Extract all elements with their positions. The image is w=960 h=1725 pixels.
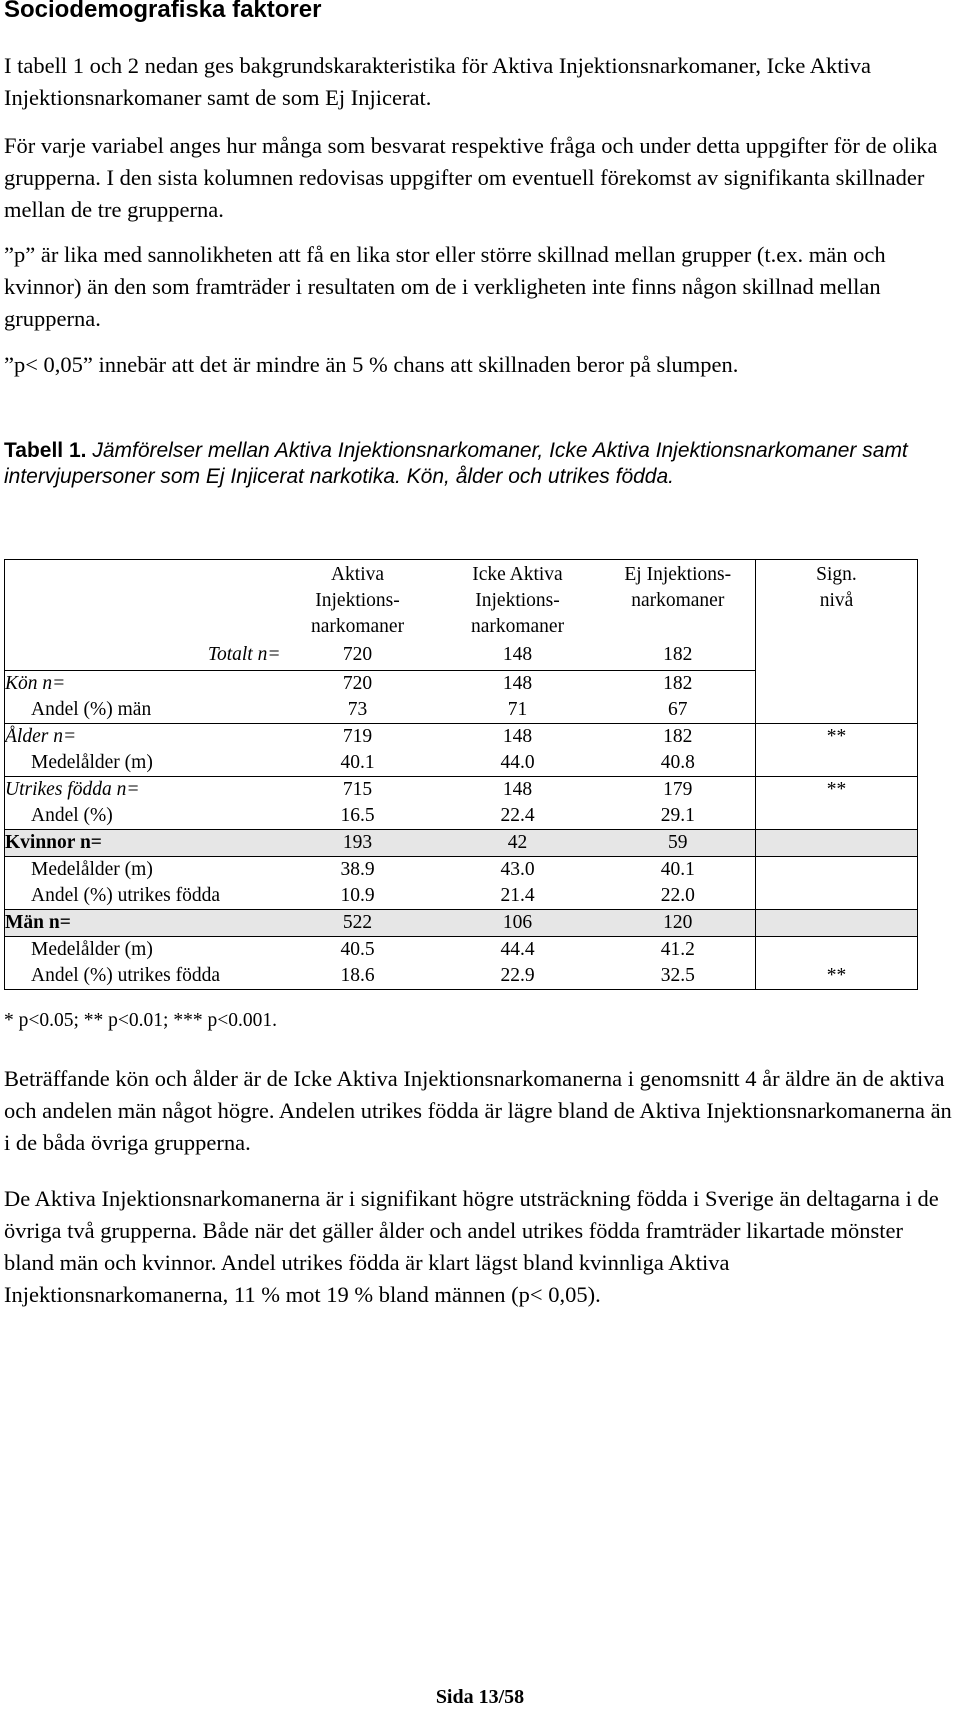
table-caption [4, 438, 944, 490]
table-footnote: * p<0.05; ** p<0.01; *** p<0.001. [4, 1010, 277, 1031]
header-aktiva: Aktiva Injektions- narkomaner [281, 560, 435, 641]
header-icke-aktiva: Icke Aktiva Injektions- narkomaner [435, 560, 601, 641]
table-caption-text: Jämförelser mellan Aktiva Injektionsnarkomaner, Icke Aktiva Injektionsnarkomaner samt intervjupersoner som Ej Injicerat narkotika. Kön, ålder och utrikes födda. [4, 439, 908, 488]
table-row: Andel (%) 16.5 22.4 29.1 [5, 803, 918, 830]
table-row: Kön n= 720 148 182 [5, 670, 918, 697]
data-table [4, 559, 918, 990]
table-row: Utrikes födda n= 715 148 179 ** [5, 777, 918, 804]
table-row: Ålder n= 719 148 182 ** [5, 724, 918, 751]
paragraph-born-sweden: De Aktiva Injektionsnarkomanerna är i signifikant högre utsträckning födda i Sverige än deltagarna i de övriga två grupperna. Både när det gäller ålder och andel utrikes födda framträder likartade mönster bland män och kvinnor. Andel utrikes födda är klart lägst bland kvinnliga Aktiva Injektionsnarkomanerna, 11 % mot 19 % bland männen (p< 0,05). [4, 1186, 939, 1307]
table-row-shaded: Kvinnor n= 193 42 59 [5, 830, 918, 857]
header-sign: Sign. nivå [756, 560, 918, 641]
table-header-row [5, 560, 918, 641]
table-row: Andel (%) utrikes födda 10.9 21.4 22.0 [5, 883, 918, 910]
paragraph-p-threshold: ”p< 0,05” innebär att det är mindre än 5 % chans att skillnaden beror på slumpen. [4, 352, 739, 377]
paragraph-variables: För varje variabel anges hur många som besvarat respektive fråga och under detta uppgifter för de olika grupperna. I den sista kolumnen redovisas uppgifter om eventuell förekomst av signifikanta skillnader mellan de tre grupperna. [4, 133, 938, 222]
table-row-shaded: Män n= 522 106 120 [5, 910, 918, 937]
header-ej-injicerat: Ej Injektions- narkomaner [601, 560, 756, 641]
paragraph-p-definition: ”p” är lika med sannolikheten att få en lika stor eller större skillnad mellan grupper (t.ex. män och kvinnor) än den som framträder i resultaten om de i verkligheten inte finns någon skillnad mellan grupperna. [4, 242, 886, 331]
table-row: Medelålder (m) 38.9 43.0 40.1 [5, 857, 918, 884]
paragraph-age-gender: Beträffande kön och ålder är de Icke Aktiva Injektionsnarkomanerna i genomsnitt 4 år äldre än de aktiva och andelen män något högre. Andelen utrikes födda är lägre bland de Aktiva Injektionsnarkomanerna än i de båda övriga grupperna. [4, 1066, 952, 1155]
table-row: Andel (%) utrikes födda 18.6 22.9 32.5 ** [5, 963, 918, 990]
section-heading: Sociodemografiska faktorer [4, 0, 322, 23]
table-row: Andel (%) män 73 71 67 [5, 697, 918, 724]
table-row: Medelålder (m) 40.5 44.4 41.2 [5, 937, 918, 964]
table-row: Medelålder (m) 40.1 44.0 40.8 [5, 750, 918, 777]
table-row-total: Totalt n= 720 148 182 [5, 640, 918, 670]
paragraph-intro: I tabell 1 och 2 nedan ges bakgrundskarakteristika för Aktiva Injektionsnarkomaner, Icke Aktiva Injektionsnarkomaner samt de som Ej Injicerat. [4, 53, 871, 110]
table-caption-label: Tabell 1. [4, 439, 87, 462]
data-table-wrapper [4, 559, 917, 1007]
page-number: Sida 13/58 [435, 1686, 525, 1708]
